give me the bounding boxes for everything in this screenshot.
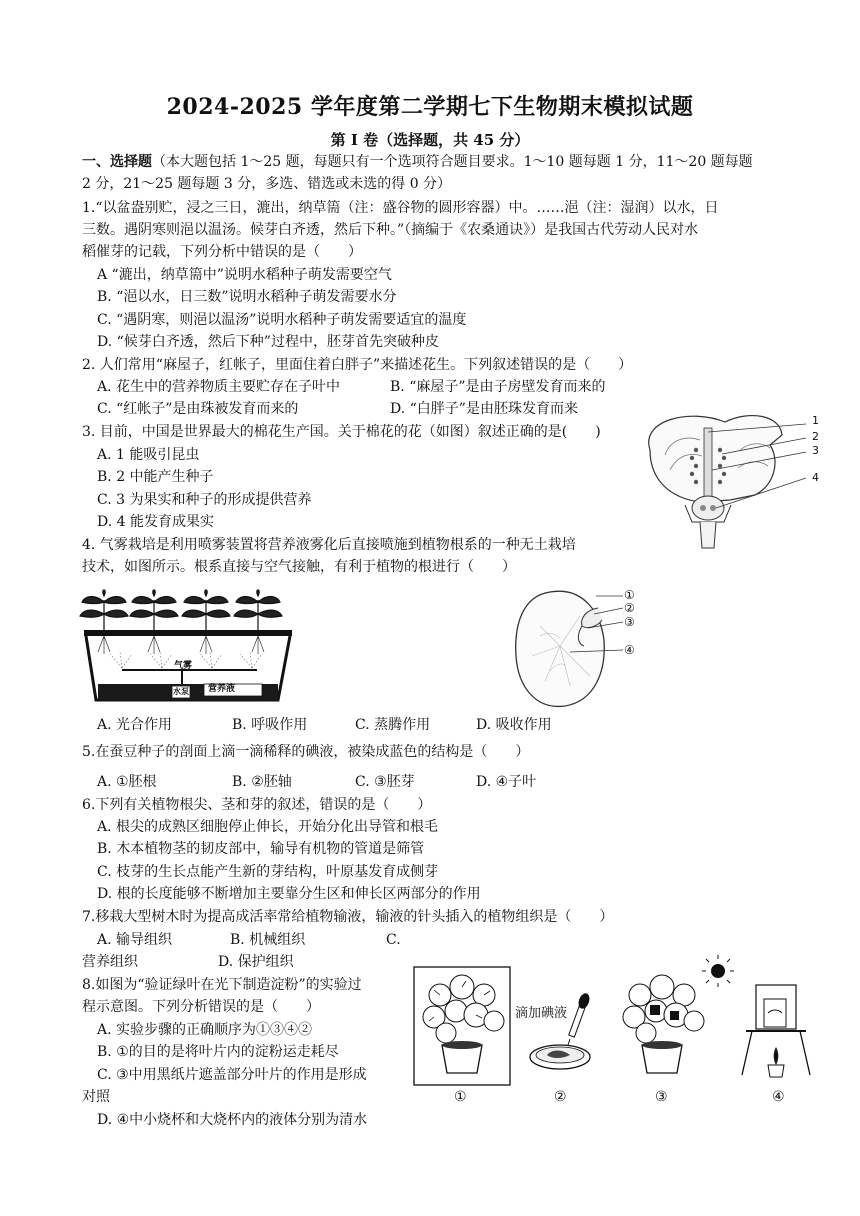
q4-option-d: D. 吸收作用: [476, 717, 552, 733]
q3-stem: 3. 目前，中国是世界最大的棉花生产国。关于棉花的花（如图）叙述正确的是( ): [82, 424, 601, 440]
q3-option-d: D. 4 能发育成果实: [97, 514, 214, 530]
q1-option-b: B. “浥以水，日三数”说明水稻种子萌发需要水分: [97, 289, 397, 305]
flower-label-1: 1: [812, 414, 819, 427]
iodine-drop-label: 滴加碘液: [515, 1006, 568, 1021]
q2-option-d: D. “白胖子”是由胚珠发育而来: [390, 401, 578, 417]
q6-stem: 6.下列有关植物根尖、茎和芽的叙述，错误的是（ ）: [82, 797, 432, 813]
bean-label-1: ①: [624, 588, 635, 602]
q3-option-c: C. 3 为果实和种子的形成提供营养: [97, 492, 312, 508]
bean-seed-figure: [510, 586, 630, 711]
q2-option-c: C. “红帐子”是由珠被发育而来的: [97, 401, 299, 417]
q4-option-b: B. 呼吸作用: [232, 717, 308, 733]
q6-option-c: C. 枝芽的生长点能产生新的芽结构，叶原基发育成侧芽: [97, 864, 439, 880]
aeroponics-mist-label: 气雾: [174, 661, 193, 671]
starch-experiment-figure: [412, 965, 812, 1090]
cotton-flower-figure: [630, 410, 810, 550]
q8-option-a: A. 实验步骤的正确顺序为①③④②: [97, 1022, 313, 1038]
q6-option-a: A. 根尖的成熟区细胞停止伸长，开始分化出导管和根毛: [97, 819, 439, 835]
q8-option-b: B. ①的目的是将叶片内的淀粉运走耗尽: [97, 1044, 339, 1060]
q6-option-b: B. 木本植物茎的韧皮部中，输导有机物的管道是筛管: [97, 841, 425, 857]
q7-option-b: B. 机械组织: [230, 932, 306, 948]
q8-option-d: D. ④中小烧杯和大烧杯内的液体分别为清水: [97, 1112, 368, 1128]
q4-stem-line1: 4. 气雾栽培是利用喷雾装置将营养液雾化后直接喷施到植物根系的一种无土栽培: [82, 537, 576, 553]
bean-label-2: ②: [624, 601, 635, 615]
q5-option-c: C. ③胚芽: [355, 774, 415, 790]
bean-label-3: ③: [624, 615, 635, 629]
q7-option-d: D. 保护组织: [218, 954, 294, 970]
q3-option-b: B. 2 中能产生种子: [97, 469, 214, 485]
q4-option-c: C. 蒸腾作用: [355, 717, 431, 733]
q8-option-c: C. ③中用黑纸片遮盖部分叶片的作用是形成: [97, 1067, 367, 1083]
q5-option-a: A. ①胚根: [97, 774, 157, 790]
section-subtitle: 第 I 卷（选择题，共 45 分）: [330, 131, 530, 149]
q1-option-d: D. “候芽白齐透，然后下种”过程中，胚芽首先突破种皮: [97, 334, 439, 350]
flower-label-4: 4: [812, 471, 819, 484]
q2-option-a: A. 花生中的营养物质主要贮存在子叶中: [97, 379, 341, 395]
step-label-1: ①: [454, 1089, 467, 1105]
q8-option-c-cont: 对照: [82, 1089, 110, 1105]
step-label-3: ③: [655, 1089, 668, 1105]
q5-option-d: D. ④子叶: [476, 774, 537, 790]
q3-option-a: A. 1 能吸引昆虫: [97, 447, 200, 463]
flower-label-3: 3: [812, 444, 819, 457]
bean-label-4: ④: [624, 643, 635, 657]
aeroponics-nutrient-label: 营养液: [208, 684, 236, 694]
flower-label-2: 2: [812, 430, 819, 443]
aeroponics-pump-label: 水泵: [173, 687, 189, 696]
q5-option-b: B. ②胚轴: [232, 774, 292, 790]
section-instructions: [82, 152, 753, 172]
q2-option-b: B. “麻屋子”是由子房壁发育而来的: [390, 379, 606, 395]
q6-option-d: D. 根的长度能够不断增加主要靠分生区和伸长区两部分的作用: [97, 886, 481, 902]
q1-stem-line2: 三数。遇阴寒则浥以温汤。候芽白齐透，然后下种。”（摘编于《农桑通诀》）是我国古代劳动人民对水: [82, 222, 699, 238]
q4-stem-line2: 技术，如图所示。根系直接与空气接触，有利于植物的根进行（ ）: [82, 559, 516, 575]
q8-stem-line2: 程示意图。下列分析错误的是（ ）: [82, 999, 320, 1015]
section-heading: 一、选择题: [82, 154, 152, 170]
section-instr-2: 2 分，21～25 题每题 3 分，多选、错选或未选的得 0 分）: [82, 176, 452, 192]
step-label-2: ②: [554, 1089, 567, 1105]
q1-option-c: C. “遇阴寒，则浥以温汤”说明水稻种子萌发需要适宜的温度: [97, 312, 467, 328]
q2-stem: 2. 人们常用“麻屋子，红帐子，里面住着白胖子”来描述花生。下列叙述错误的是（ ）: [82, 357, 633, 373]
q7-stem: 7.移栽大型树木时为提高成活率常给植物输液，输液的针头插入的植物组织是（ ）: [82, 909, 614, 925]
q8-stem-line1: 8.如图为“验证绿叶在光下制造淀粉”的实验过: [82, 977, 362, 993]
q1-stem-line3: 稻催芽的记载，下列分析中错误的是（ ）: [82, 244, 362, 260]
page-title: 2024-2025 学年度第二学期七下生物期末模拟试题: [166, 94, 694, 120]
step-label-4: ④: [772, 1089, 785, 1105]
q1-stem-line1: 1.“以盆盎别贮，浸之三日，漉出，纳草篅（注：盛谷物的圆形容器）中。……浥（注：湿润）以水，日: [82, 200, 719, 216]
q7-option-a: A. 输导组织: [97, 932, 173, 948]
q5-stem: 5.在蚕豆种子的剖面上滴一滴稀释的碘液，被染成蓝色的结构是（ ）: [82, 744, 530, 760]
q7-option-c-cont: 营养组织: [82, 954, 138, 970]
q4-option-a: A. 光合作用: [97, 717, 173, 733]
q7-option-c: C.: [386, 932, 401, 948]
q1-option-a: A “漉出，纳草篅中”说明水稻种子萌发需要空气: [97, 267, 392, 283]
aeroponics-figure: [82, 588, 297, 706]
section-instr-1: （本大题包括 1～25 题，每题只有一个选项符合题目要求。1～10 题每题 1 分，11～20 题每题: [152, 154, 753, 170]
